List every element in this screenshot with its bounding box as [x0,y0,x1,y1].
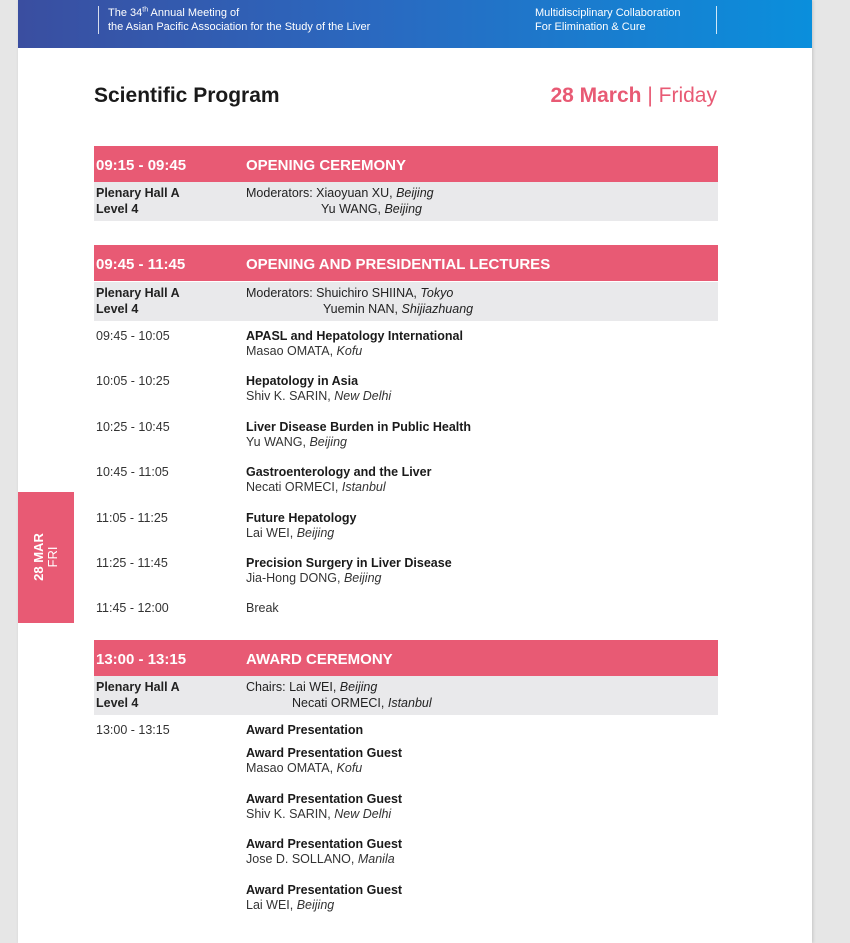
session-header [94,640,718,676]
item-speaker: Jose D. SOLLANO, [246,852,358,866]
meeting-name [108,6,370,34]
item-city: Istanbul [341,480,386,494]
item-title: APASL and Hepatology International [246,329,463,343]
item-time: 11:25 - 11:45 [96,556,168,570]
session-time: 09:15 - 09:45 [96,157,187,174]
side-tab-date: 28 MAR [31,533,46,581]
venue-level: Level 4 [96,302,139,316]
chair-city: Beijing [339,680,378,694]
venue-level: Level 4 [96,202,139,216]
page-date [550,84,717,108]
moderators [246,185,434,217]
weekday-text: Friday [658,84,717,107]
item-speaker: Lai WEI, [246,898,297,912]
moderator-name: Xiaoyuan XU, [316,186,397,200]
moderator-name: Yu WANG, [321,202,385,216]
meeting-tagline [535,6,681,34]
item-city: Beijing [343,571,382,585]
item-title: Award Presentation Guest [246,746,403,760]
session-time: 09:45 - 11:45 [96,256,186,273]
chair-name: Necati ORMECI, [292,696,388,710]
item-speaker: Masao OMATA, [246,761,337,775]
session-venue-row [94,676,718,715]
moderators [246,285,473,317]
session-header [94,245,718,281]
item-title: Award Presentation Guest [246,792,403,806]
item-city: Kofu [336,344,363,358]
session-venue-row [94,282,718,321]
venue-hall: Plenary Hall A [96,186,180,200]
tagline-line2: For Elimination & Cure [535,21,646,33]
item-time: 11:45 - 12:00 [96,601,169,615]
chairs-label: Chairs: [246,680,290,694]
date-side-tab [18,492,74,623]
item-time: 10:45 - 11:05 [96,465,169,479]
item-title: Award Presentation Guest [246,837,403,851]
item-time: 13:00 - 13:15 [96,723,170,737]
item-title: Award Presentation [246,723,364,737]
ordinal-suffix: th [142,6,149,14]
item-time: 11:05 - 11:25 [96,511,168,525]
item-time: 09:45 - 10:05 [96,329,170,343]
item-time: 10:25 - 10:45 [96,420,170,434]
session-name: AWARD CEREMONY [246,651,393,668]
item-speaker: Masao OMATA, [246,344,337,358]
venue-hall: Plenary Hall A [96,680,180,694]
program-page [18,0,812,943]
item-title: Award Presentation Guest [246,883,403,897]
session-time: 13:00 - 13:15 [96,651,187,668]
item-time: 10:05 - 10:25 [96,374,170,388]
item-city: New Delhi [334,389,392,403]
item-city: Beijing [296,898,335,912]
item-city: Beijing [296,526,335,540]
moderators-label: Moderators: [246,286,317,300]
meeting-line1: The 34 [108,7,143,19]
venue-hall: Plenary Hall A [96,286,180,300]
header-banner [18,0,812,48]
session-name: OPENING AND PRESIDENTIAL LECTURES [246,256,551,273]
chair-city: Istanbul [387,696,432,710]
item-speaker: Jia-Hong DONG, [246,571,344,585]
moderator-name: Shuichiro SHIINA, [316,286,421,300]
item-speaker: Shiv K. SARIN, [246,807,335,821]
item-title: Hepatology in Asia [246,374,359,388]
item-city: Kofu [336,761,363,775]
item-title: Precision Surgery in Liver Disease [246,556,452,570]
session-venue-row [94,182,718,221]
moderator-city: Shijiazhuang [401,302,474,316]
moderator-city: Beijing [396,186,434,200]
meeting-line1-rest: Annual Meeting of [148,7,240,19]
session-name: OPENING CEREMONY [246,157,407,174]
chairs [246,679,432,711]
item-break: Break [246,601,279,615]
meeting-line2: the Asian Pacific Association for the Study of the Liver [108,21,371,33]
page-title: Scientific Program [94,84,280,107]
item-title: Gastroenterology and the Liver [246,465,432,479]
item-speaker: Shiv K. SARIN, [246,389,335,403]
moderator-name: Yuemin NAN, [323,302,402,316]
date-text: 28 March [550,84,642,107]
item-speaker: Yu WANG, [246,435,310,449]
item-title: Future Hepatology [246,511,357,525]
moderator-city: Beijing [384,202,422,216]
item-city: Beijing [309,435,347,449]
item-city: New Delhi [334,807,392,821]
item-speaker: Lai WEI, [246,526,297,540]
item-speaker: Necati ORMECI, [246,480,342,494]
venue-level: Level 4 [96,696,139,710]
date-separator: | [647,84,653,107]
tagline-line1: Multidisciplinary Collaboration [535,7,681,19]
moderator-city: Tokyo [420,286,454,300]
item-title: Liver Disease Burden in Public Health [246,420,472,434]
chair-name: Lai WEI, [289,680,340,694]
side-tab-day: FRI [45,546,60,568]
session-header [94,146,718,182]
item-city: Manila [357,852,395,866]
moderators-label: Moderators: [246,186,317,200]
